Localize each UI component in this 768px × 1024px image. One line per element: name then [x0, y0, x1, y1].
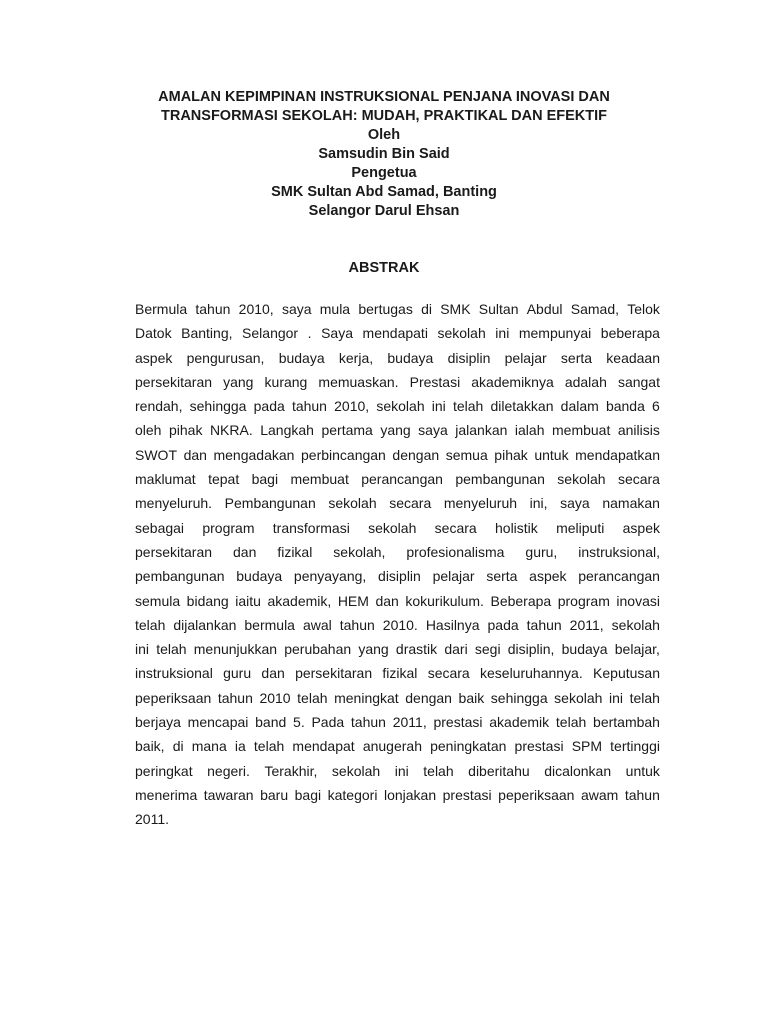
abstract-line: Bermula tahun 2010, saya mula bertugas di SMK Sultan Abdul Samad, Telok	[135, 301, 660, 317]
abstract-line: telah dijalankan bermula awal tahun 2010. Hasilnya pada tahun 2011, sekolah	[135, 616, 660, 633]
abstract-line: SWOT dan mengadakan perbincangan dengan semua pihak untuk mendapatkan	[135, 446, 660, 463]
by-label: Oleh	[367, 127, 401, 143]
abstract-line: berjaya mencapai band 5. Pada tahun 2011, prestasi akademik telah bertambah	[135, 714, 660, 731]
abstract-line: persekitaran yang kurang memuaskan. Prestasi akademiknya adalah sangat	[135, 373, 660, 390]
abstract-line: 2011.	[135, 811, 169, 828]
title-line-1: AMALAN KEPIMPINAN INSTRUKSIONAL PENJANA INOVASI DAN	[158, 89, 610, 105]
abstract-line: menerima tawaran baru bagi kategori lonjakan prestasi peperiksaan awam tahun	[135, 786, 660, 803]
abstract-line: maklumat tepat bagi membuat perancangan pembangunan sekolah secara	[135, 471, 660, 488]
abstract-heading: ABSTRAK	[348, 260, 420, 276]
school-state: Selangor Darul Ehsan	[308, 203, 460, 219]
abstract-line: pembangunan budaya penyayang, disiplin pelajar serta aspek perancangan	[135, 568, 660, 585]
abstract-line: instruksional guru dan persekitaran fizikal secara keseluruhannya. Keputusan	[135, 665, 660, 682]
abstract-line: menyeluruh. Pembangunan sekolah secara menyeluruh ini, saya namakan	[135, 495, 660, 512]
author-position: Pengetua	[351, 165, 417, 181]
abstract-line: aspek pengurusan, budaya kerja, budaya disiplin pelajar serta keadaan	[135, 349, 660, 366]
abstract-body	[135, 297, 660, 832]
abstract-line: rendah, sehingga pada tahun 2010, sekolah ini telah diletakkan dalam banda 6	[135, 398, 660, 415]
abstract-line: peperiksaan tahun 2010 telah meningkat dengan baik sehingga sekolah ini telah	[135, 689, 660, 706]
abstract-line: oleh pihak NKRA. Langkah pertama yang saya jalankan ialah membuat anilisis	[135, 422, 660, 439]
abstract-line: semula bidang iaitu akademik, HEM dan kokurikulum. Beberapa program inovasi	[135, 592, 660, 609]
abstract-line: persekitaran dan fizikal sekolah, profesionalisma guru, instruksional,	[135, 543, 660, 560]
abstract-line: ini telah menunjukkan perubahan yang drastik dari segi disiplin, budaya belajar,	[135, 641, 660, 658]
author-name: Samsudin Bin Said	[318, 146, 450, 162]
abstract-line: sebagai program transformasi sekolah secara holistik meliputi aspek	[135, 519, 660, 536]
abstract-line: Datok Banting, Selangor . Saya mendapati sekolah ini mempunyai beberapa	[135, 325, 660, 342]
title-block	[100, 88, 668, 221]
abstract-line: peringkat negeri. Terakhir, sekolah ini telah diberitahu dicalonkan untuk	[135, 762, 660, 779]
title-line-2: TRANSFORMASI SEKOLAH: MUDAH, PRAKTIKAL DAN EFEKTIF	[161, 108, 607, 124]
abstract-line: baik, di mana ia telah mendapat anugerah peningkatan prestasi SPM tertinggi	[135, 738, 660, 755]
school-name: SMK Sultan Abd Samad, Banting	[271, 184, 497, 200]
